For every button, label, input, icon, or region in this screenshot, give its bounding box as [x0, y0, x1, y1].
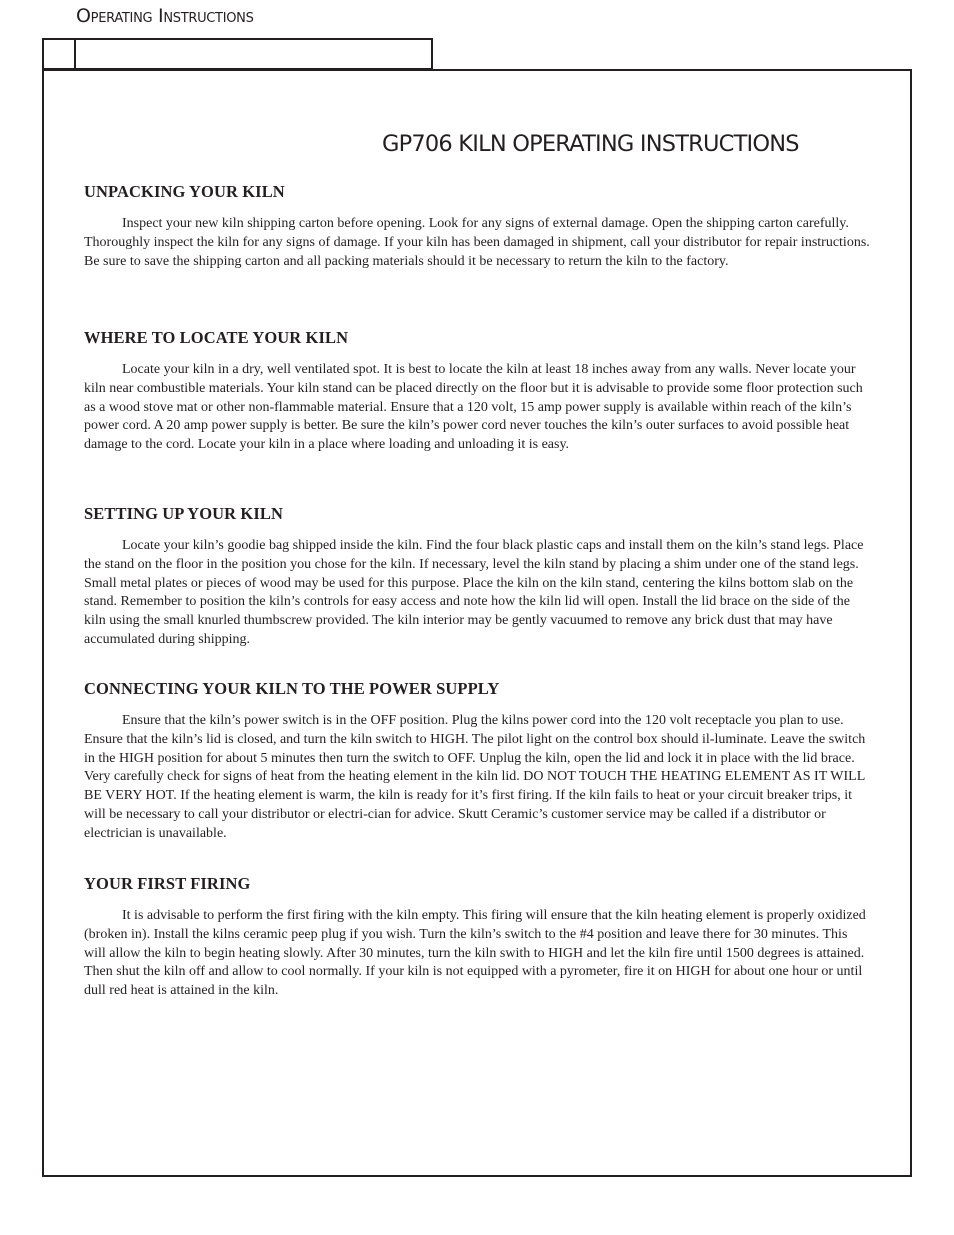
section-heading: CONNECTING YOUR KILN TO THE POWER SUPPLY [84, 679, 500, 698]
header-tab [42, 38, 433, 70]
tab-divider [74, 40, 76, 68]
section-setup [84, 504, 872, 650]
section-location [84, 328, 872, 455]
section-first-firing [84, 874, 872, 1001]
section-power-supply [84, 679, 872, 844]
section-body: Inspect your new kiln shipping carton before opening. Look for any signs of external damage. Open the shipping carton carefully. Thoroughly inspect the kiln for any signs of damage. If your kiln has been damaged in shipment, call your distributor for repair instructions. Be sure to save the shipping carton and all packing materials should it be necessary to return the kiln to the factory. [84, 216, 870, 269]
section-unpacking [84, 182, 872, 271]
page-title: GP706 KILN OPERATING INSTRUCTIONS [382, 131, 799, 157]
section-heading: SETTING UP YOUR KILN [84, 504, 283, 523]
section-body: It is advisable to perform the first firing with the kiln empty. This firing will ensure that the kiln heating element is properly oxidized (broken in). Install the kilns ceramic peep plug if you wish. Turn the kiln’s switch to the #4 position and leave there for 30 minutes. This will allow the kiln to begin heating slowly. After 30 minutes, turn the kiln swith to HIGH and let the kiln fire until 1500 degrees is attained. Then shut the kiln off and allow to cool normally. If your kiln is not equipped with a pyrometer, fire it on HIGH for about one hour or until dull red heat is attained in the kiln. [84, 908, 866, 999]
section-body: Ensure that the kiln’s power switch is in the OFF position. Plug the kilns power cord into the 120 volt receptacle you plan to use. Ensure that the kiln’s lid is closed, and turn the kiln switch to HIGH. The pilot light on the control box should il-luminate. Leave the switch in the HIGH position for about 5 minutes then turn the switch to OFF. Unplug the kiln, open the lid and lock it in place with the lid brace. Very carefully check for signs of heat from the heating element in the kiln lid. DO NOT TOUCH THE HEATING ELEMENT AS IT WILL BE VERY HOT. If the heating element is warm, the kiln is ready for it’s first firing. If the kiln fails to heat or your circuit breaker trips, it will be necessary to call your distributor or electri-cian for advice. Skutt Ceramic’s customer service may be called if a distributor or electrician is unavailable. [84, 713, 866, 841]
section-body: Locate your kiln’s goodie bag shipped inside the kiln. Find the four black plastic caps and install them on the kiln’s stand legs. Place the stand on the floor in the position you chose for the kiln. If necessary, level the kiln stand by placing a shim under one of the stand legs. Small metal plates or pieces of wood may be used for this purpose. Place the kiln on the kiln stand, centering the kilns bottom slab on the stand. Remember to position the kiln’s controls for easy access and note how the kiln lid will open. Install the lid brace on the side of the kiln using the small knurled thumbscrew provided. The kiln interior may be gently vacuumed to remove any brick dust that may have accumulated during shipping. [84, 538, 864, 647]
section-heading: UNPACKING YOUR KILN [84, 182, 285, 201]
header-tab-title: Operating Instructions [76, 5, 254, 27]
section-body: Locate your kiln in a dry, well ventilated spot. It is best to locate the kiln at least 18 inches away from any walls. Never locate your kiln near combustible materials. Your kiln stand can be placed directly on the floor but it is advisable to provide some floor protection such as a wood stove mat or other non-flammable material. Ensure that a 120 volt, 15 amp power supply is available within reach of the kiln’s power cord. A 20 amp power supply is better. Be sure the kiln’s power cord never touches the kiln’s outer surfaces to avoid possible heat damage to the cord. Locate your kiln in a place where loading and unloading it is easy. [84, 362, 863, 453]
section-heading: YOUR FIRST FIRING [84, 874, 251, 893]
section-heading: WHERE TO LOCATE YOUR KILN [84, 328, 349, 347]
